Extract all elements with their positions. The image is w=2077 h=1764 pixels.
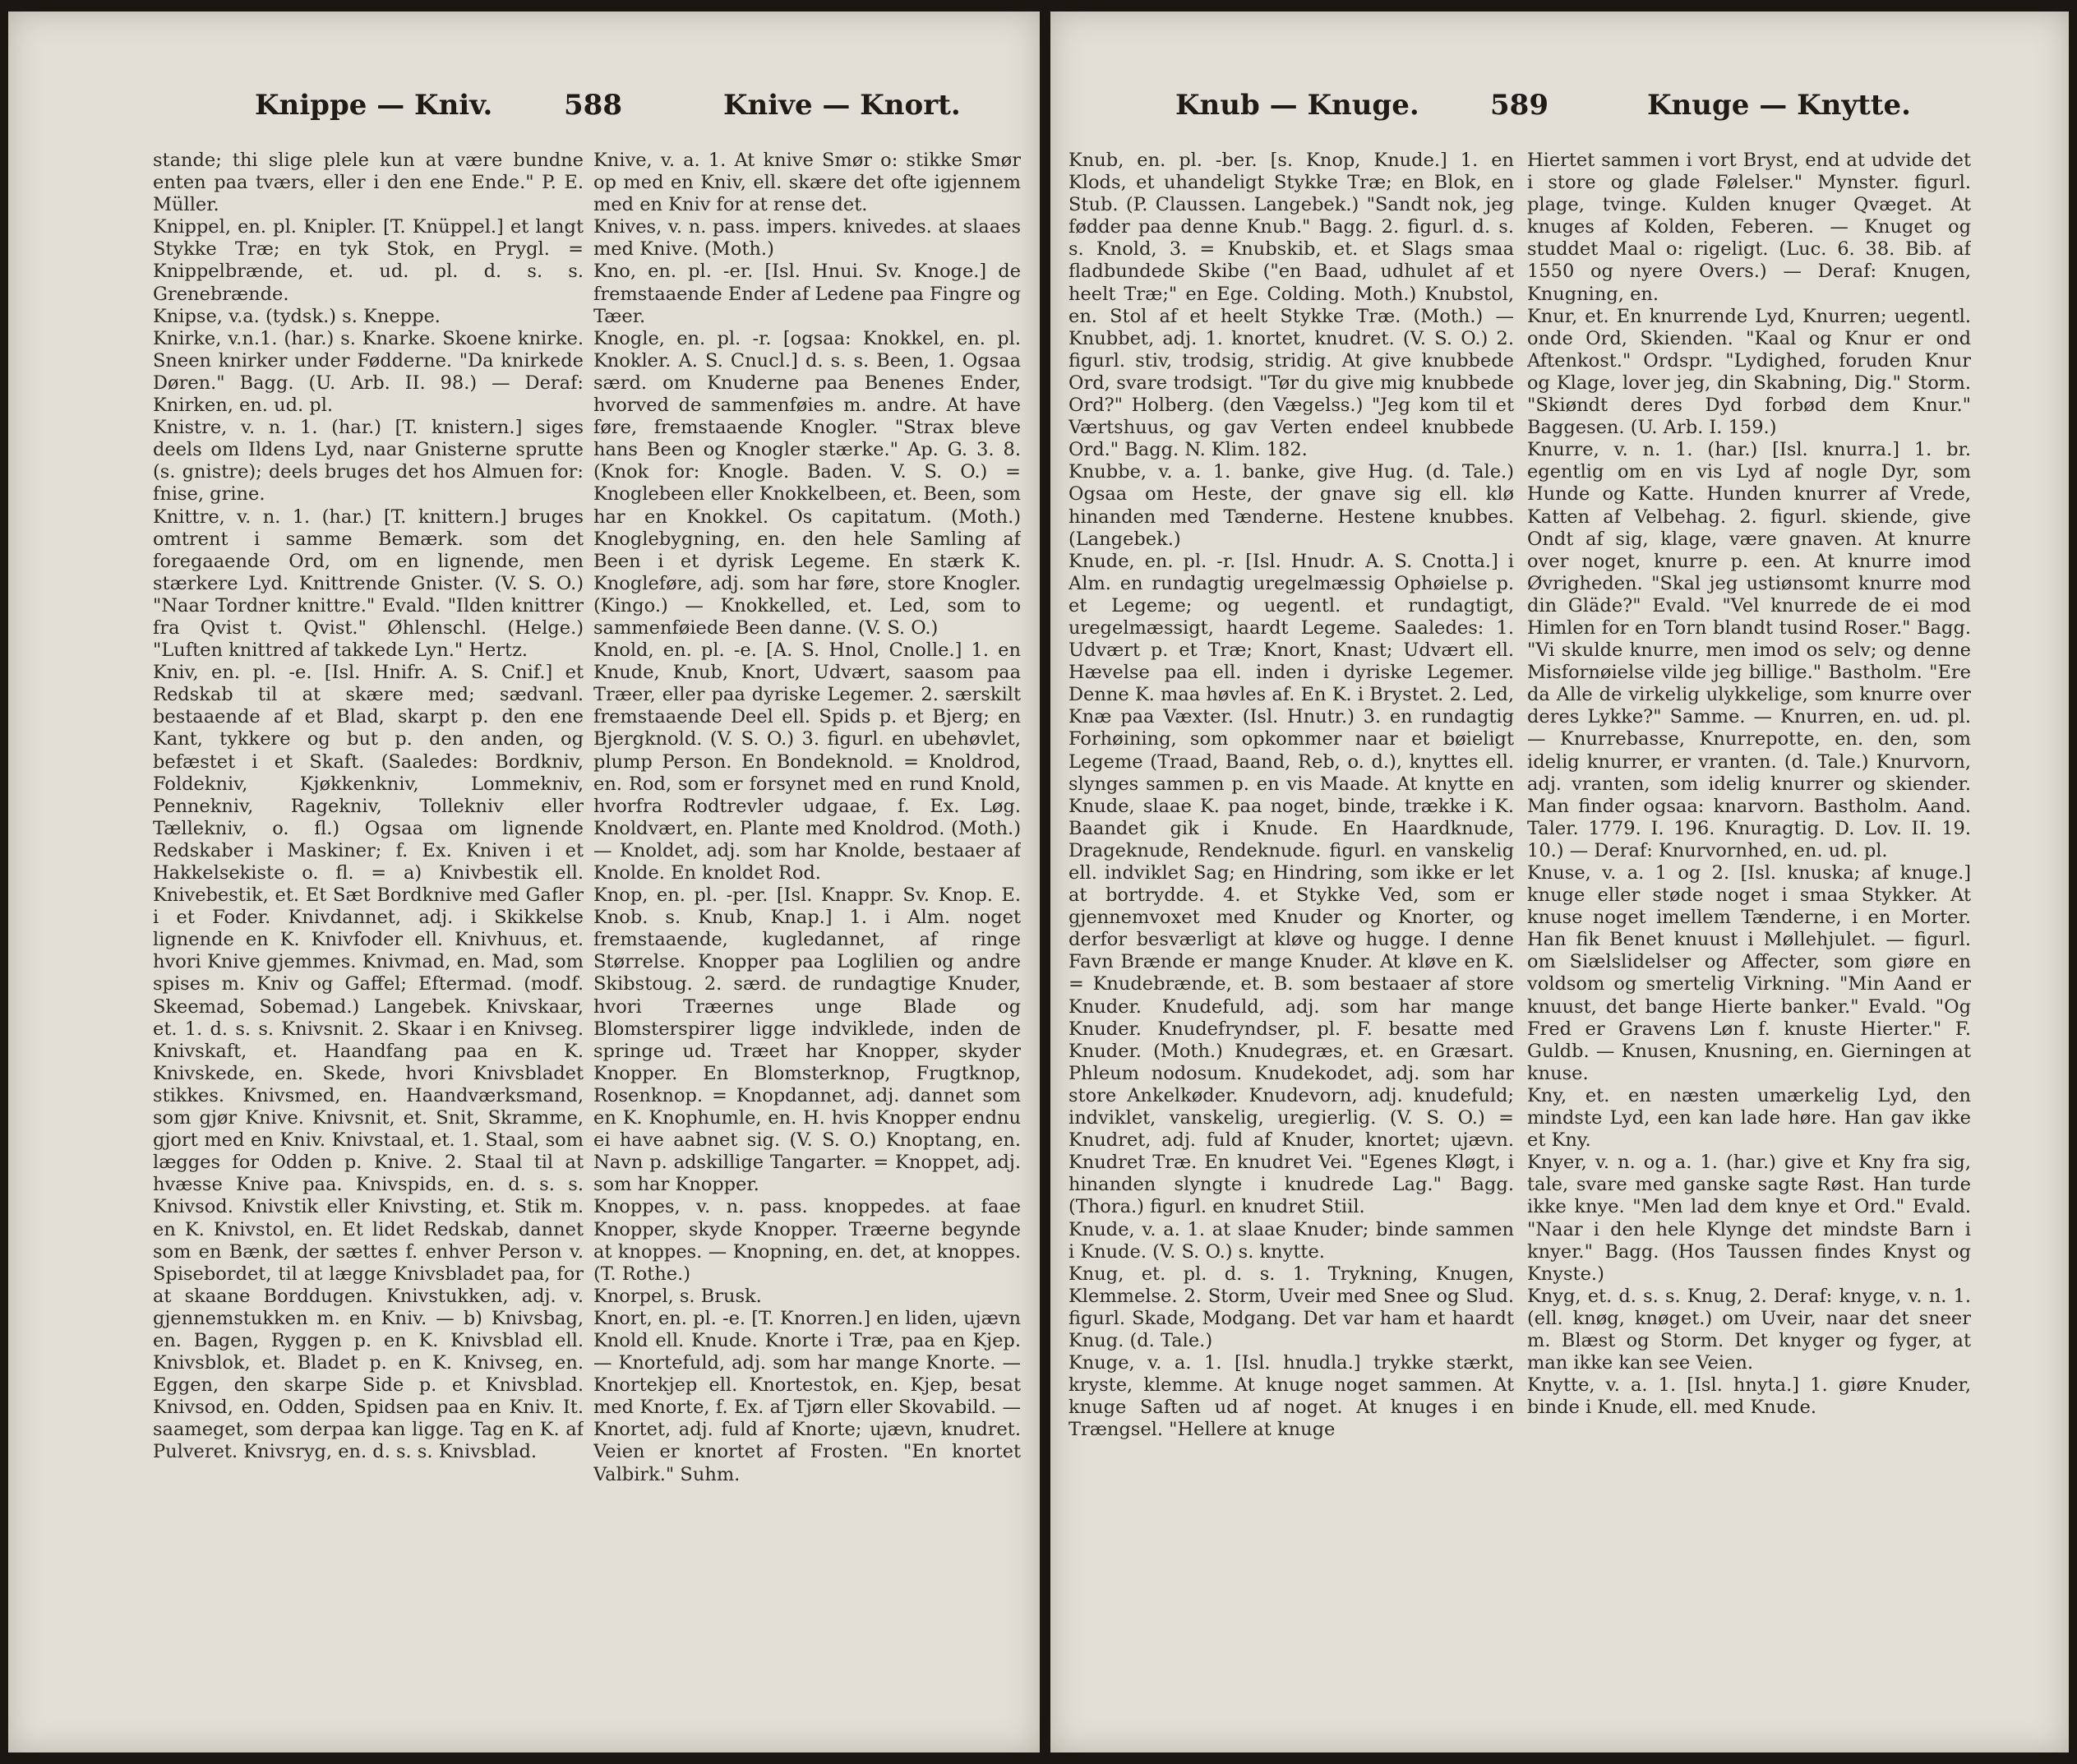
right-header-right: Knuge — Knytte. [1647,89,1911,122]
left-page-header [8,81,1040,138]
left-page-number: 588 [564,89,622,122]
right-page-header [1050,81,2069,138]
right-header-left: Knub — Knuge. [1175,89,1419,122]
right-page-column-1 [1069,150,1514,1720]
right-page [1050,12,2069,1752]
left-page-column-2 [593,150,1021,1720]
right-page-column-2-text: Hiertet sammen i vort Bryst, end at udvide det i store og glade Følelser." Mynster. figurl. plage, tvinge. Kulden knuger Qvæget. At knuges af Kolden, Feberen. — Knuget og studdet Maal o: rigeligt. (Luc. 6. 38. Bib. af 1550 og nyere Overs.) — Deraf: Knugen, Knugning, en. Knur, et. En knurrende Lyd, Knurren; uegentl. onde Ord, Skienden. "Kaal og Knur er ond Aftenkost." Ordspr. "Lydighed, foruden Knur og Klage, lover jeg, din Skabning, Dig." Storm. "Skiøndt deres Dyd forbød dem Knur." Baggesen. (U. Arb. I. 159.) Knurre, v. n. 1. (har.) [Isl. knurra.] 1. br. egentlig om en vis Lyd af nogle Dyr, som Hunde og Katte. Hunden knurrer af Vrede, Katten af Velbehag. 2. figurl. skiende, give Ondt af sig, klage, være gnaven. At knurre over noget, knurre p. een. At knurre imod Øvrigheden. "Skal jeg ustiønsomt knurre mod din Gläde?" Evald. "Vel knurrede de ei mod Himlen for en Torn blandt tusind Roser." Bagg. "Vi skulde knurre, men imod os selv; og denne Misfornøielse vilde jeg billige." Bastholm. "Ere da Alle de virkelig ulykkelige, som knurre over deres Lykke?" Samme. — Knurren, en. ud. pl. — Knurrebasse, Knurrepotte, en. den, som idelig knurrer, er vranten. (d. Tale.) Knurvorn, adj. vranten, som idelig knurrer og skiender. Man finder ogsaa: knarvorn. Bastholm. Aand. Taler. 1779. I. 196. Knuragtig. D. Lov. II. 19. 10.) — Deraf: Knurvornhed, en. ud. pl. Knuse, v. a. 1 og 2. [Isl. knuska; af knuge.] knuge eller støde noget i smaa Stykker. At knuse noget imellem Tænderne, i en Morter. Han fik Benet knuust i Møllehjulet. — figurl. om Siælslidelser og Affecter, som giøre en voldsom og smertelig Virkning. "Min Aand er knuust, det bange Hierte banker." Evald. "Og Fred er Gravens Løn f. knuste Hierter." F. Guldb. — Knusen, Knusning, en. Gierningen at knuse. Kny, et. en næsten umærkelig Lyd, den mindste Lyd, een kan lade høre. Han gav ikke et Kny. Knyer, v. n. og a. 1. (har.) give et Kny fra sig, tale, svare med ganske sagte Røst. Han turde ikke knye. "Men lad dem knye et Ord." Evald. "Naar i den hele Klynge det mindste Barn i knyer." Bagg. (Hos Taussen findes Knyst og Knyste.) Knyg, et. d. s. s. Knug, 2. Deraf: knyge, v. n. 1. (ell. knøg, knøget.) om Uveir, naar det sneer m. Blæst og Storm. Det knyger og fyger, at man ikke kan see Veien. Knytte, v. a. 1. [Isl. hnyta.] 1. giøre Knuder, binde i Knude, ell. med Knude. [1527,150,1971,1419]
left-page [8,12,1040,1752]
left-page-column-2-text: Knive, v. a. 1. At knive Smør o: stikke Smør op med en Kniv, ell. skære det ofte igjennem med en Kniv for at rense det. Knives, v. n. pass. impers. knivedes. at slaaes med Knive. (Moth.) Kno, en. pl. -er. [Isl. Hnui. Sv. Knoge.] de fremstaaende Ender af Ledene paa Fingre og Tæer. Knogle, en. pl. -r. [ogsaa: Knokkel, en. pl. Knokler. A. S. Cnucl.] d. s. s. Been, 1. Ogsaa særd. om Knuderne paa Benenes Ender, hvorved de sammenføies m. andre. At have føre, fremstaaende Knogler. "Strax bleve hans Been og Knogler stærke." Ap. G. 3. 8. (Knok for: Knogle. Baden. V. S. O.) = Knoglebeen eller Knokkelbeen, et. Been, som har en Knokkel. Os capitatum. (Moth.) Knoglebygning, en. den hele Samling af Been i et dyrisk Legeme. En stærk K. Knogleføre, adj. som har føre, store Knogler. (Kingo.) — Knokkelled, et. Led, som to sammenføiede Been danne. (V. S. O.) Knold, en. pl. -e. [A. S. Hnol, Cnolle.] 1. en Knude, Knub, Knort, Udvært, saasom paa Træer, eller paa dyriske Legemer. 2. særskilt fremstaaende Deel ell. Spids p. et Bjerg; en Bjergknold. (V. S. O.) 3. figurl. en ubehøvlet, plump Person. En Bondeknold. = Knoldrod, en. Rod, som er forsynet med en rund Knold, hvorfra Rodtrevler udgaae, f. Ex. Løg. Knoldvært, en. Plante med Knoldrod. (Moth.) — Knoldet, adj. som har Knolde, bestaaer af Knolde. En knoldet Rod. Knop, en. pl. -per. [Isl. Knappr. Sv. Knop. E. Knob. s. Knub, Knap.] 1. i Alm. noget fremstaaende, kugledannet, af ringe Størrelse. Knopper paa Loglilien og andre Skibstoug. 2. særd. de rundagtige Knuder, hvori Træernes unge Blade og Blomsterspirer ligge indviklede, inden de springe ud. Træet har Knopper, skyder Knopper. En Blomsterknop, Frugtknop, Rosenknop. = Knopdannet, adj. dannet som en K. Knophumle, en. H. hvis Knopper endnu ei have aabnet sig. (V. S. O.) Knoptang, en. Navn p. adskillige Tangarter. = Knoppet, adj. som har Knopper. Knoppes, v. n. pass. knoppedes. at faae Knopper, skyde Knopper. Træerne begynde at knoppes. — Knopning, en. det, at knoppes. (T. Rothe.) Knorpel, s. Brusk. Knort, en. pl. -e. [T. Knorren.] en liden, ujævn Knold ell. Knude. Knorte i Træ, paa en Kjep. — Knortefuld, adj. som har mange Knorte. — Knortekjep ell. Knortestok, en. Kjep, besat med Knorte, f. Ex. af Tjørn eller Skovabild. — Knortet, adj. fuld af Knorte; ujævn, knudret. Veien er knortet af Frosten. "En knortet Valbirk." Suhm. [593,150,1021,1485]
left-page-column-1 [153,150,584,1720]
left-header-left: Knippe — Kniv. [255,89,493,122]
left-page-column-1-text: stande; thi slige plele kun at være bundne enten paa tværs, eller i den ene Ende." P. E. Müller. Knippel, en. pl. Knipler. [T. Knüppel.] et langt Stykke Træ; en tyk Stok, en Prygl. = Knippelbrænde, et. ud. pl. d. s. s. Grenebrænde. Knipse, v.a. (tydsk.) s. Kneppe. Knirke, v.n.1. (har.) s. Knarke. Skoene knirke. Sneen knirker under Fødderne. "Da knirkede Døren." Bagg. (U. Arb. II. 98.) — Deraf: Knirken, en. ud. pl. Knistre, v. n. 1. (har.) [T. knistern.] siges deels om Ildens Lyd, naar Gnisterne sprutte (s. gnistre); deels bruges det hos Almuen for: fnise, grine. Knittre, v. n. 1. (har.) [T. knittern.] bruges omtrent i samme Bemærk. som det foregaaende Ord, om en lignende, men stærkere Lyd. Knittrende Gnister. (V. S. O.) "Naar Tordner knittre." Evald. "Ilden knittrer fra Qvist t. Qvist." Øhlenschl. (Helge.) "Luften knittred af takkede Lyn." Hertz. Kniv, en. pl. -e. [Isl. Hnifr. A. S. Cnif.] et Redskab til at skære med; sædvanl. bestaaende af et Blad, skarpt p. den ene Kant, tykkere og but p. den anden, og befæstet i et Skaft. (Saaledes: Bordkniv, Foldekniv, Kjøkkenkniv, Lommekniv, Pennekniv, Ragekniv, Tollekniv eller Tællekniv, o. fl.) Ogsaa om lignende Redskaber i Maskiner; f. Ex. Kniven i et Hakkelsekiste o. fl. = a) Knivbestik ell. Knivebestik, et. Et Sæt Bordknive med Gafler i et Foder. Knivdannet, adj. i Skikkelse lignende en K. Knivfoder ell. Knivhuus, et. hvori Knive gjemmes. Knivmad, en. Mad, som spises m. Kniv og Gaffel; Eftermad. (modf. Skeemad, Sobemad.) Langebek. Knivskaar, et. 1. d. s. s. Knivsnit. 2. Skaar i en Knivseg. Knivskaft, et. Haandfang paa en K. Knivskede, en. Skede, hvori Knivsbladet stikkes. Knivsmed, en. Haandværksmand, som gjør Knive. Knivsnit, et. Snit, Skramme, gjort med en Kniv. Knivstaal, et. 1. Staal, som lægges for Odden p. Knive. 2. Staal til at hvæsse Knive paa. Knivspids, en. d. s. s. Knivsod. Knivstik eller Knivsting, et. Stik m. en K. Knivstol, en. Et lidet Redskab, dannet som en Bænk, der sættes f. enhver Person v. Spisebordet, til at lægge Knivsbladet paa, for at skaane Borddugen. Knivstukken, adj. v. gjennemstukken m. en Kniv. — b) Knivsbag, en. Bagen, Ryggen p. en K. Knivsblad ell. Knivsblok, et. Bladet p. en K. Knivseg, en. Eggen, den skarpe Side p. et Knivsblad. Knivsod, en. Odden, Spidsen paa en Kniv. It. saameget, som derpaa kan ligge. Tag en K. af Pulveret. Knivsryg, en. d. s. s. Knivsblad. [153,150,584,1463]
left-header-right: Knive — Knort. [723,89,961,122]
right-page-column-2 [1527,150,1971,1720]
right-page-number: 589 [1490,89,1549,122]
right-page-column-1-text: Knub, en. pl. -ber. [s. Knop, Knude.] 1. en Klods, et uhandeligt Stykke Træ; en Blok, en Stub. (P. Claussen. Langebek.) "Sandt nok, jeg fødder paa denne Knub." Bagg. 2. figurl. d. s. s. Knold, 3. = Knubskib, et. et Slags smaa fladbundede Skibe ("en Baad, udhulet af et heelt Træ;" en Ege. Colding. Moth.) Knubstol, en. Stol af et heelt Stykke Træ. (Moth.) — Knubbet, adj. 1. knortet, knudret. (V. S. O.) 2. figurl. stiv, trodsig, stridig. At give knubbede Ord, svare trodsigt. "Tør du give mig knubbede Ord?" Holberg. (den Vægelss.) "Jeg kom til et Værtshuus, og gav Verten endeel knubbede Ord." Bagg. N. Klim. 182. Knubbe, v. a. 1. banke, give Hug. (d. Tale.) Ogsaa om Heste, der gnave sig ell. klø hinanden med Tænderne. Hestene knubbes. (Langebek.) Knude, en. pl. -r. [Isl. Hnudr. A. S. Cnotta.] i Alm. en rundagtig uregelmæssig Ophøielse p. et Legeme; og uegentl. et rundagtigt, uregelmæssigt, haardt Legeme. Saaledes: 1. Udvært p. et Træ; Knort, Knast; Udvært ell. Hævelse paa ell. inden i dyriske Legemer. Denne K. maa høvles af. En K. i Brystet. 2. Led, Knæ paa Væxter. (Isl. Hnutr.) 3. en rundagtig Forhøining, som opkommer naar et bøieligt Legeme (Traad, Baand, Reb, o. d.), knyttes ell. slynges sammen p. en vis Maade. At knytte en Knude, slaae K. paa noget, binde, trække i K. Baandet gik i Knude. En Haardknude, Drageknude, Rendeknude. figurl. en vanskelig ell. indviklet Sag; en Hindring, som ikke er let at bortrydde. 4. et Stykke Ved, som er gjennemvoxet med Knuder og Knorter, og derfor besværligt at kløve og hugge. I denne Favn Brænde er mange Knuder. At kløve en K. = Knudebrænde, et. B. som bestaaer af store Knuder. Knudefuld, adj. som har mange Knuder. Knudefryndser, pl. F. besatte med Knuder. (Moth.) Knudegræs, et. en Græsart. Phleum nodosum. Knudekodet, adj. som har store Ankelkøder. Knudevorn, adj. knudefuld; indviklet, vanskelig, uregierlig. (V. S. O.) = Knudret, adj. fuld af Knuder, knortet; ujævn. Knudret Træ. En knudret Vei. "Egenes Kløgt, i hinanden slyngte i knudrede Lag." Bagg. (Thora.) figurl. en knudret Stiil. Knude, v. a. 1. at slaae Knuder; binde sammen i Knude. (V. S. O.) s. knytte. Knug, et. pl. d. s. 1. Trykning, Knugen, Klemmelse. 2. Storm, Uveir med Snee og Slud. figurl. Skade, Modgang. Det var ham et haardt Knug. (d. Tale.) Knuge, v. a. 1. [Isl. hnudla.] trykke stærkt, kryste, klemme. At knuge noget sammen. At knuge Saften ud af noget. At knuges i en Trængsel. "Hellere at knuge [1069,150,1514,1441]
